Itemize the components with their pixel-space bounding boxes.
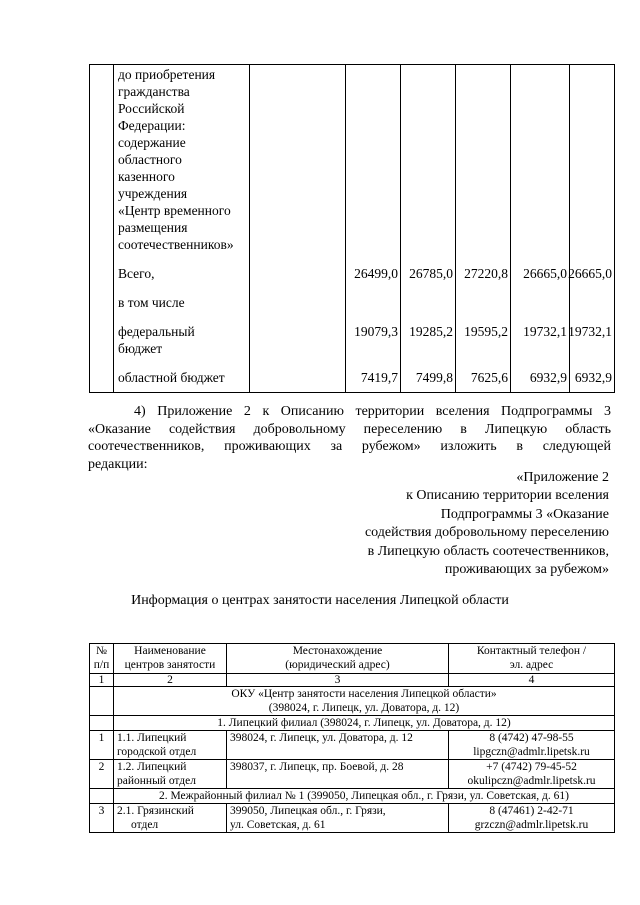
column-number: 4 bbox=[449, 674, 615, 687]
row-number: 3 bbox=[90, 804, 114, 833]
budget-label-line: Российской bbox=[118, 101, 185, 116]
center-address: 399050, Липецкая обл., г. Грязи, ул. Советская, д. 61 bbox=[227, 804, 449, 833]
center-address: 398037, г. Липецк, пр. Боевой, д. 28 bbox=[227, 760, 449, 789]
budget-col-label bbox=[114, 65, 250, 393]
appendix-line: в Липецкую область соотечественников, bbox=[367, 543, 609, 559]
budget-col-year-1 bbox=[346, 65, 401, 393]
header-contact: Контактный телефон / эл. адрес bbox=[449, 644, 615, 674]
center-address: 398024, г. Липецк, ул. Доватора, д. 12 bbox=[227, 731, 449, 760]
budget-value: 26499,0 bbox=[354, 266, 398, 281]
budget-value: 26665,0 bbox=[523, 266, 567, 281]
header-name: Наименование центров занятости bbox=[114, 644, 227, 674]
budget-value: 19285,2 bbox=[409, 324, 453, 339]
appendix-line: проживающих за рубежом» bbox=[444, 562, 609, 578]
header-number: № п/п bbox=[90, 644, 114, 674]
budget-value: 19732,1 bbox=[568, 324, 612, 339]
budget-value: 7419,7 bbox=[360, 370, 398, 385]
appendix-line: «Приложение 2 bbox=[516, 470, 609, 485]
center-name: 2.1. Грязинский отдел bbox=[114, 804, 227, 833]
budget-row-incl-label: в том числе bbox=[118, 295, 185, 310]
column-number: 1 bbox=[90, 674, 114, 687]
centers-table bbox=[89, 643, 615, 833]
budget-value: 19595,2 bbox=[464, 324, 508, 339]
appendix-line: Подпрограммы 3 «Оказание bbox=[440, 506, 609, 522]
header-address: Местонахождение (юридический адрес) bbox=[227, 644, 449, 674]
budget-label-line: размещения bbox=[118, 220, 188, 235]
budget-value: 26785,0 bbox=[409, 266, 453, 281]
budget-label-line: Федерации: bbox=[118, 118, 186, 133]
budget-row-federal-label: бюджет bbox=[118, 341, 163, 356]
budget-row-total-label: Всего, bbox=[118, 266, 155, 281]
paragraph-line: соотечественников, проживающих за рубежом» изложить в следующей bbox=[88, 439, 611, 454]
center-contact: 8 (47461) 2-42-71 grzczn@admlr.lipetsk.ru bbox=[449, 804, 615, 833]
budget-label-line: соотечественников» bbox=[118, 237, 234, 252]
appendix-heading bbox=[365, 469, 609, 579]
row-number: 1 bbox=[90, 731, 114, 760]
table-row bbox=[90, 760, 615, 789]
filial-row bbox=[90, 789, 615, 804]
budget-label-line: до приобретения bbox=[118, 67, 216, 82]
center-name: 1.2. Липецкий районный отдел bbox=[114, 760, 227, 789]
budget-col-year-5 bbox=[570, 65, 615, 393]
budget-label-line: содержание bbox=[118, 135, 186, 150]
budget-value: 7499,8 bbox=[415, 370, 453, 385]
center-name: 1.1. Липецкий городской отдел bbox=[114, 731, 227, 760]
paragraph-line: редакции: bbox=[88, 456, 148, 472]
table-row bbox=[90, 804, 615, 833]
info-title: Информация о центрах занятости населения Липецкой области bbox=[131, 593, 509, 608]
filial-title: 2. Межрайонный филиал № 1 (399050, Липецкая обл., г. Грязи, ул. Советская, д. 61) bbox=[114, 789, 615, 804]
budget-col-number bbox=[90, 65, 114, 393]
budget-row-federal-label: федеральный bbox=[118, 324, 195, 339]
budget-col-year-4 bbox=[511, 65, 570, 393]
appendix-line: содействия добровольному переселению bbox=[364, 525, 609, 541]
paragraph-line: 4) Приложение 2 к Описанию территории вселения Подпрограммы 3 bbox=[134, 404, 611, 419]
budget-value: 19079,3 bbox=[354, 324, 398, 339]
budget-label-line: областного bbox=[118, 152, 182, 167]
org-row bbox=[90, 687, 615, 716]
org-title: ОКУ «Центр занятости населения Липецкой области» (398024, г. Липецк, ул. Доватора, д. 12) bbox=[114, 687, 615, 716]
budget-col-empty bbox=[250, 65, 346, 393]
amendment-paragraph bbox=[88, 403, 611, 473]
budget-label-line: «Центр временного bbox=[118, 203, 231, 218]
budget-value: 6932,9 bbox=[529, 370, 567, 385]
budget-value: 27220,8 bbox=[464, 266, 508, 281]
column-number: 3 bbox=[227, 674, 449, 687]
budget-value: 19732,1 bbox=[523, 324, 567, 339]
budget-label-line: учреждения bbox=[118, 186, 188, 201]
center-contact: +7 (4742) 79-45-52 okulipczn@admlr.lipetsk.ru bbox=[449, 760, 615, 789]
budget-table bbox=[89, 64, 615, 393]
budget-col-year-2 bbox=[401, 65, 456, 393]
filial-row bbox=[90, 716, 615, 731]
budget-label-line: казенного bbox=[118, 169, 175, 184]
budget-value: 7625,6 bbox=[470, 370, 508, 385]
row-number: 2 bbox=[90, 760, 114, 789]
budget-label-line: гражданства bbox=[118, 84, 190, 99]
column-number: 2 bbox=[114, 674, 227, 687]
budget-col-year-3 bbox=[456, 65, 511, 393]
filial-title: 1. Липецкий филиал (398024, г. Липецк, ул. Доватора, д. 12) bbox=[114, 716, 615, 731]
appendix-line: к Описанию территории вселения bbox=[406, 488, 609, 504]
budget-row-regional-label: областной бюджет bbox=[118, 370, 225, 385]
column-numbers-row bbox=[90, 674, 615, 687]
budget-value: 6932,9 bbox=[574, 370, 612, 385]
table-row bbox=[90, 731, 615, 760]
paragraph-line: «Оказание содействия добровольному переселению в Липецкую область bbox=[88, 421, 611, 437]
center-contact: 8 (4742) 47-98-55 lipgczn@admlr.lipetsk.ru bbox=[449, 731, 615, 760]
budget-value: 26665,0 bbox=[568, 266, 612, 281]
centers-header-row bbox=[90, 644, 615, 674]
